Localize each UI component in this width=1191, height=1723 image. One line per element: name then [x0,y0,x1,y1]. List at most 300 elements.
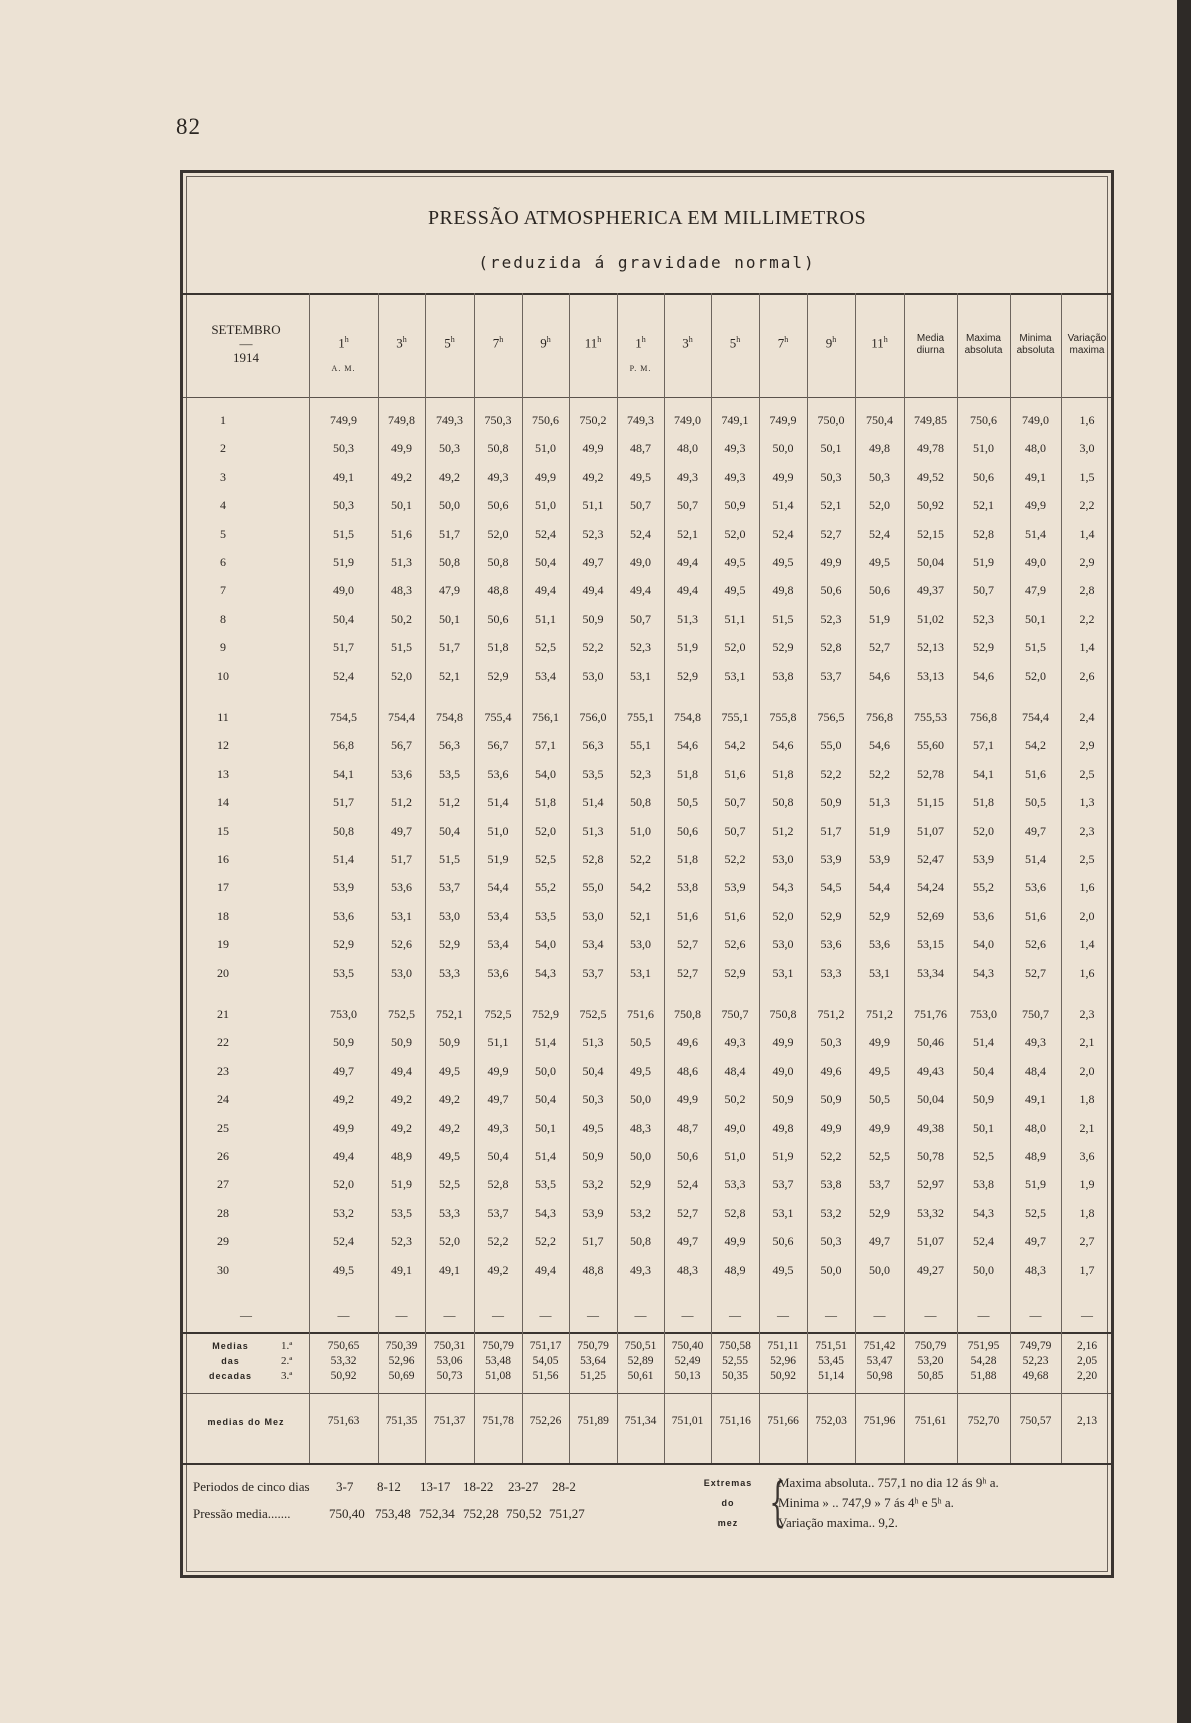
value-cell: 53,0 [439,908,460,923]
header-hour-number: 3 [682,335,689,351]
value-cell: 49,78 [917,441,944,456]
value-cell: 756,8 [970,710,997,724]
value-cell: 1,4 [1079,640,1095,655]
value-cell: 51,5 [391,640,412,655]
value-cell: 756,1 [532,710,559,724]
decade-mean-cell: 750,65 [327,1340,360,1352]
dash-cell: — [681,1308,694,1322]
value-cell: 52,0 [333,1177,354,1192]
header-line-2: absoluta [1016,345,1055,356]
page-number: 82 [176,114,201,139]
period-value: 23-27 [508,1479,539,1494]
value-cell: 50,3 [869,469,890,484]
value-cell: 49,9 [820,555,842,569]
value-cell: 49,7 [1025,1234,1046,1249]
value-cell: 52,5 [973,1149,994,1163]
decades-label-1: Medias [212,1341,249,1351]
value-cell: 48,0 [1025,441,1046,456]
value-cell: 53,9 [869,852,890,866]
value-cell: 756,5 [817,710,845,724]
header-hour-number: 11 [584,335,598,351]
value-cell: 49,9 [820,1120,842,1135]
day-cell: 20 [217,965,229,980]
value-cell: 53,9 [582,1205,604,1220]
value-cell: 755,8 [769,710,797,724]
value-cell: 53,34 [917,965,944,980]
value-cell: 50,7 [677,498,698,513]
value-cell: 52,9 [724,965,746,980]
value-cell: 52,3 [820,611,842,626]
decade-mean-cell: 751,95 [967,1340,1000,1352]
value-cell: 53,8 [973,1177,994,1192]
value-cell: 48,4 [724,1063,746,1078]
value-cell: 52,5 [439,1177,460,1192]
extremes-line: Minima » .. 747,9 » 7 ás 4ʰ e 5ʰ a. [778,1495,954,1510]
value-cell: 54,4 [869,880,890,895]
decade-mean-cell: 50,73 [436,1370,463,1382]
value-cell: 53,3 [439,965,460,980]
decade-mean-cell: 53,32 [330,1355,357,1367]
decade-mean-cell: 2,05 [1076,1355,1098,1367]
value-cell: 49,2 [391,1120,412,1135]
value-cell: 1,5 [1079,469,1095,484]
value-cell: 1,7 [1079,1262,1095,1277]
value-cell: 49,2 [391,1092,412,1107]
dash-cell: — [1029,1308,1042,1322]
value-cell: 52,9 [677,668,698,683]
day-cell: 22 [217,1035,229,1050]
value-cell: 53,4 [535,668,556,683]
value-cell: 52,2 [582,640,604,655]
value-cell: 53,6 [869,937,890,952]
extremes-label-3: mez [717,1518,739,1528]
value-cell: 753,0 [970,1007,997,1021]
value-cell: 49,4 [677,583,698,598]
value-cell: 49,2 [439,1092,460,1107]
decade-mean-cell: 750,31 [433,1340,466,1352]
value-cell: 50,7 [724,823,746,838]
footer-rule [183,1463,1111,1465]
value-cell: 49,7 [487,1092,509,1107]
decade-ordinal: 2.ª [281,1355,293,1367]
value-cell: 51,1 [535,611,556,626]
header-hour-suffix: h [688,335,693,344]
value-cell: 53,1 [772,1205,794,1220]
value-cell: 49,2 [439,469,460,484]
value-cell: 51,8 [677,766,698,781]
month-mean-cell: 751,34 [624,1415,657,1427]
value-cell: 54,6 [772,738,794,753]
value-cell: 51,3 [677,611,698,626]
value-cell: 52,0 [724,640,746,655]
value-cell: 53,0 [582,908,604,923]
value-cell: 52,0 [869,498,890,513]
value-cell: 51,6 [677,908,698,923]
value-cell: 50,5 [677,795,698,810]
day-cell: 29 [217,1234,229,1249]
value-cell: 756,8 [866,710,893,724]
value-cell: 47,9 [1025,583,1046,598]
value-cell: 50,7 [630,611,651,626]
value-cell: 53,5 [582,766,604,781]
value-cell: 49,3 [724,1035,746,1050]
value-cell: 49,5 [439,1149,460,1163]
value-cell: 50,9 [724,498,746,513]
table-row [183,551,1113,573]
decade-mean-cell: 751,51 [815,1340,847,1352]
value-cell: 51,0 [535,498,556,513]
value-cell: 51,9 [973,555,994,569]
value-cell: 53,6 [973,908,994,923]
value-cell: 52,4 [973,1234,994,1249]
value-cell: 2,7 [1079,1234,1095,1249]
day-cell: 1 [220,413,226,427]
value-cell: 49,9 [724,1234,746,1249]
value-cell: 52,9 [439,937,460,952]
value-cell: 48,9 [391,1149,412,1163]
value-cell: 49,1 [439,1262,460,1277]
value-cell: 754,8 [436,710,463,724]
value-cell: 49,9 [677,1092,698,1107]
value-cell: 753,0 [330,1007,357,1021]
value-cell: 49,4 [582,583,604,598]
value-cell: 1,3 [1079,795,1095,810]
header-hour-3 [425,333,474,350]
header-hour-number: 5 [729,335,737,351]
value-cell: 49,0 [772,1063,794,1078]
dash-cell: — [777,1308,789,1322]
dash-cell: — [729,1308,741,1322]
value-cell: 55,0 [582,880,604,895]
value-cell: 49,0 [1025,555,1046,569]
value-cell: 49,4 [535,1262,556,1277]
decade-mean-cell: 53,20 [917,1355,944,1367]
extremes-line: Maxima absoluta.. 757,1 no dia 12 ás 9ʰ a. [778,1475,999,1490]
value-cell: 50,3 [820,469,842,484]
value-cell: 52,9 [333,937,354,952]
value-cell: 50,6 [820,583,842,598]
table-row [183,820,1113,842]
value-cell: 53,6 [487,965,509,980]
header-period: A. M. [331,364,356,374]
value-cell: 52,6 [724,937,746,952]
decade-mean-cell: 750,51 [624,1340,657,1352]
value-cell: 51,7 [820,823,842,838]
value-cell: 52,9 [772,640,794,655]
header-hour-suffix: h [736,335,741,344]
month-mean-cell: 751,96 [863,1415,896,1427]
value-cell: 2,1 [1079,1120,1095,1135]
table-row [183,763,1113,785]
value-cell: 51,4 [1025,526,1046,541]
period-value: 18-22 [463,1479,494,1494]
value-cell: 56,7 [391,738,412,753]
value-cell: 1,4 [1079,937,1095,952]
dash-cell: — [539,1308,552,1322]
dash-cell: — [634,1308,647,1322]
header-period: P. M. [629,364,652,374]
value-cell: 50,4 [535,1092,556,1107]
table-row [183,1173,1113,1195]
value-cell: 755,4 [484,710,512,724]
value-cell: 50,5 [869,1092,890,1107]
header-hour-8 [664,333,711,350]
value-cell: 51,6 [391,526,412,541]
decade-mean-cell: 2,20 [1076,1370,1098,1382]
value-cell: 50,0 [535,1063,556,1078]
decade-mean-cell: 750,79 [914,1340,947,1352]
value-cell: 51,5 [772,611,794,626]
value-cell: 52,69 [917,908,944,923]
value-cell: 50,1 [391,498,412,513]
value-cell: 750,2 [579,413,607,427]
value-cell: 50,9 [439,1035,460,1050]
value-cell: 52,9 [630,1177,651,1192]
header-line-1: Maxima [965,333,1001,344]
value-cell: 53,2 [630,1205,651,1220]
value-cell: 51,8 [677,852,698,866]
value-cell: 51,9 [677,640,698,655]
value-cell: 52,7 [820,526,842,541]
header-hour-suffix: h [344,335,349,344]
value-cell: 54,3 [535,965,556,980]
value-cell: 51,6 [1025,766,1046,781]
day-cell: 30 [217,1262,229,1277]
value-cell: 50,8 [630,1234,651,1249]
dash-cell: — [873,1308,886,1322]
value-cell: 53,3 [439,1205,460,1220]
value-cell: 50,9 [391,1035,412,1050]
extremes-label-1: Extremas [703,1478,753,1488]
value-cell: 50,8 [487,555,509,569]
value-cell: 49,9 [391,441,412,456]
value-cell: 49,8 [869,441,890,456]
month-mean-cell: 751,66 [767,1415,799,1427]
header-hour-number: 9 [825,335,833,351]
table-row [183,409,1113,431]
value-cell: 51,4 [333,852,354,866]
day-cell: 6 [220,555,226,569]
extremes-line: Variação maxima.. 9,2. [778,1515,898,1530]
value-cell: 54,3 [772,880,794,895]
month-mean-cell: 751,35 [385,1415,418,1427]
value-cell: 750,8 [674,1007,701,1021]
value-cell: 49,4 [630,583,651,598]
day-cell: 24 [217,1092,229,1107]
pressure-value: 750,40 [329,1506,365,1521]
value-cell: 54,6 [869,738,890,753]
value-cell: 48,4 [1025,1063,1046,1078]
value-cell: 1,6 [1079,413,1095,427]
value-cell: 50,8 [333,823,354,838]
day-cell: 28 [217,1205,229,1220]
value-cell: 53,7 [582,965,604,980]
value-cell: 49,9 [869,1120,890,1135]
decade-mean-cell: 52,96 [770,1355,796,1367]
value-cell: 50,5 [630,1035,651,1050]
value-cell: 50,78 [917,1149,944,1163]
value-cell: 52,1 [677,526,698,541]
value-cell: 57,1 [973,738,994,753]
header-hour-suffix: h [883,335,888,344]
value-cell: 53,1 [869,965,890,980]
value-cell: 53,0 [582,668,604,683]
value-cell: 56,3 [439,738,460,753]
value-cell: 50,6 [772,1234,794,1249]
value-cell: 53,9 [333,880,354,895]
value-cell: 48,7 [677,1120,698,1135]
value-cell: 54,6 [973,668,994,683]
value-cell: 53,7 [869,1177,890,1192]
value-cell: 50,0 [869,1262,890,1277]
value-cell: 51,8 [487,640,509,655]
value-cell: 50,04 [917,1092,944,1107]
page-edge [1177,0,1191,1723]
value-cell: 49,5 [724,555,746,569]
decade-mean-cell: 751,11 [767,1340,799,1352]
value-cell: 51,9 [869,823,890,838]
decade-mean-cell: 50,35 [722,1370,748,1382]
decade-ordinal: 1.ª [281,1340,293,1352]
pressure-value: 752,34 [419,1506,455,1521]
value-cell: 53,7 [820,668,842,683]
value-cell: 1,8 [1079,1092,1095,1107]
month-mean-cell: 752,26 [529,1415,562,1427]
value-cell: 52,1 [630,908,651,923]
value-cell: 51,2 [391,795,412,810]
value-cell: 49,3 [724,441,746,456]
value-cell: 50,6 [487,611,509,626]
table-row [183,1145,1113,1167]
value-cell: 49,3 [487,469,509,484]
month-mean-cell: 750,57 [1019,1415,1052,1427]
value-cell: 54,3 [973,965,994,980]
day-cell: 13 [217,766,229,781]
header-hour-suffix: h [597,335,602,344]
header-line-1: Variação [1067,333,1107,344]
value-cell: 51,0 [724,1149,746,1163]
value-cell: 50,9 [582,1149,604,1163]
value-cell: 50,8 [772,795,794,810]
value-cell: 50,4 [333,611,354,626]
value-cell: 51,7 [391,852,412,866]
value-cell: 53,2 [582,1177,604,1192]
value-cell: 52,4 [333,1234,354,1249]
value-cell: 49,9 [333,1120,354,1135]
day-cell: 5 [220,526,226,541]
value-cell: 49,1 [1025,469,1046,484]
value-cell: 55,1 [630,738,651,753]
value-cell: 52,4 [333,668,354,683]
value-cell: 48,8 [487,583,509,598]
value-cell: 53,5 [535,908,556,923]
value-cell: 52,2 [535,1234,556,1249]
value-cell: 749,9 [330,413,357,427]
value-cell: 52,13 [917,640,944,655]
value-cell: 749,8 [388,413,415,427]
value-cell: 51,9 [869,611,890,626]
decade-mean-cell: 52,23 [1022,1355,1049,1367]
decade-mean-cell: 54,28 [970,1355,997,1367]
decade-mean-cell: 51,56 [532,1370,559,1382]
value-cell: 52,3 [630,766,651,781]
decade-ordinal: 3.ª [281,1370,293,1382]
decade-mean-cell: 750,79 [577,1340,609,1352]
value-cell: 51,4 [582,795,604,810]
value-cell: 54,0 [535,937,556,952]
value-cell: 53,7 [487,1205,509,1220]
value-cell: 749,1 [721,413,749,427]
value-cell: 52,8 [487,1177,509,1192]
value-cell: 47,9 [439,583,460,598]
value-cell: 48,7 [630,441,651,456]
value-cell: 50,2 [391,611,412,626]
header-media [904,333,957,357]
decade-mean-cell: 51,25 [580,1370,606,1382]
value-cell: 48,0 [1025,1120,1046,1135]
extremes-brace: { [769,1473,786,1533]
decade-mean-cell: 49,68 [1022,1370,1049,1382]
value-cell: 51,4 [487,795,509,810]
value-cell: 52,2 [487,1234,509,1249]
value-cell: 52,4 [535,526,556,541]
decade-mean-cell: 53,45 [818,1355,844,1367]
day-cell: 12 [217,738,229,753]
value-cell: 51,6 [1025,908,1046,923]
value-cell: 53,1 [772,965,794,980]
value-cell: 53,8 [772,668,794,683]
value-cell: 2,5 [1079,766,1095,781]
day-cell: 3 [220,469,226,484]
value-cell: 754,4 [1022,710,1049,724]
value-cell: 49,5 [439,1063,460,1078]
value-cell: 2,2 [1079,498,1095,513]
value-cell: 2,0 [1079,1063,1095,1078]
header-hour-number: 11 [871,335,884,351]
value-cell: 49,4 [391,1063,412,1078]
day-cell: 25 [217,1120,229,1135]
table-row [183,791,1113,813]
value-cell: 50,9 [333,1035,354,1050]
period-value: 3-7 [336,1479,354,1494]
value-cell: 49,6 [677,1035,698,1050]
value-cell: 53,4 [487,937,509,952]
value-cell: 52,9 [820,908,842,923]
value-cell: 54,3 [973,1205,994,1220]
value-cell: 48,3 [630,1120,651,1135]
value-cell: 49,2 [582,469,604,484]
value-cell: 50,0 [630,1092,651,1107]
value-cell: 2,9 [1079,555,1095,569]
value-cell: 752,5 [579,1007,607,1021]
month-mean-cell: 751,78 [482,1415,514,1427]
value-cell: 48,8 [582,1262,604,1277]
day-cell: 15 [217,823,229,838]
decade-mean-cell: 54,05 [532,1355,559,1367]
value-cell: 50,3 [333,498,354,513]
value-cell: 52,5 [869,1149,890,1163]
value-cell: 50,8 [439,555,460,569]
decade-mean-cell: 51,08 [485,1370,511,1382]
value-cell: 51,0 [487,823,509,838]
header-hour-number: 7 [492,335,500,351]
value-cell: 49,5 [724,583,746,598]
value-cell: 49,7 [333,1063,354,1078]
value-cell: 51,0 [973,441,994,456]
day-cell: 27 [217,1177,229,1192]
value-cell: 49,9 [869,1035,890,1050]
value-cell: 52,0 [439,1234,460,1249]
